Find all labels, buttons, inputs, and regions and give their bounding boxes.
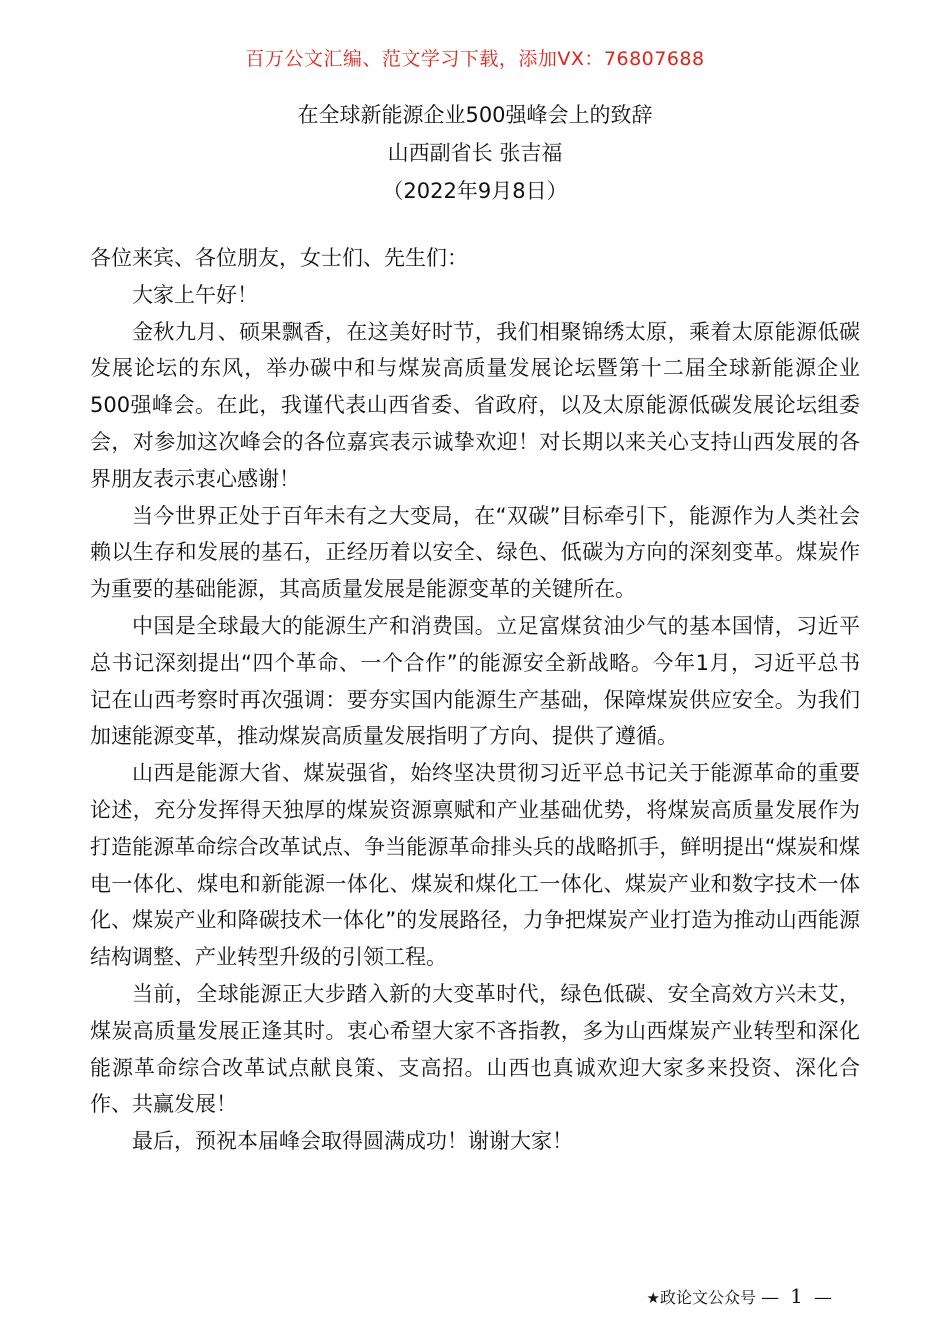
paragraph-china-energy: 中国是全球最大的能源生产和消费国。立足富煤贫油少气的基本国情，习近平总书记深刻提出“四个革命、一个合作”的能源安全新战略。今年1月，习近平总书记在山西考察时再次强调：要夯实国内能源生产基础，保障煤炭供应安全。为我们加速能源变革，推动煤炭高质量发展指明了方向、提供了遵循。 <box>90 613 860 749</box>
footer-dash-left: — <box>761 1287 780 1308</box>
salutation: 各位来宾、各位朋友，女士们、先生们： <box>90 246 468 270</box>
speaker-line: 山西副省长 张吉福 <box>387 141 563 165</box>
speech-date: （2022年9月8日） <box>382 179 568 203</box>
title-block <box>0 96 950 210</box>
footer-dash-right: — <box>814 1287 832 1308</box>
speech-body <box>90 240 860 1160</box>
star-icon: ★ <box>646 1289 660 1307</box>
document-title: 在全球新能源企业500强峰会上的致辞 <box>297 103 653 127</box>
page-footer <box>647 1284 832 1310</box>
paragraph-closing: 最后，预祝本届峰会取得圆满成功！谢谢大家！ <box>132 1129 573 1154</box>
paragraph-shanxi: 山西是能源大省、煤炭强省，始终坚决贯彻习近平总书记关于能源革命的重要论述，充分发挥得天独厚的煤炭资源禀赋和产业基础优势，将煤炭高质量发展作为打造能源革命综合改革试点、争当能源革命排头兵的战略抓手，鲜明提出“煤炭和煤电一体化、煤电和新能源一体化、煤炭和煤化工一体化、煤炭产业和数字技术一体化、煤炭产业和降碳技术一体化”的发展路径，力争把煤炭产业打造为推动山西能源结构调整、产业转型升级的引领工程。 <box>90 761 860 970</box>
paragraph-welcome: 金秋九月、硕果飘香，在这美好时节，我们相聚锦绣太原，乘着太原能源低碳发展论坛的东风，举办碳中和与煤炭高质量发展论坛暨第十二届全球新能源企业500强峰会。在此，我谨代表山西省委、省政府，以及太原能源低碳发展论坛组委会，对参加这次峰会的各位嘉宾表示诚挚欢迎！对长期以来关心支持山西发展的各界朋友表示衷心感谢！ <box>90 319 860 491</box>
header-banner: 百万公文汇编、范文学习下载，添加VX：76807688 <box>245 48 705 70</box>
paragraph-outlook: 当前，全球能源正大步踏入新的大变革时代，绿色低碳、安全高效方兴未艾，煤炭高质量发展正逢其时。衷心希望大家不吝指教，多为山西煤炭产业转型和深化能源革命综合改革试点献良策、支高招。山西也真诚欢迎大家多来投资、深化合作、共赢发展！ <box>90 981 860 1117</box>
paragraph-world-context: 当今世界正处于百年未有之大变局，在“双碳”目标牵引下，能源作为人类社会赖以生存和发展的基石，正经历着以安全、绿色、低碳为方向的深刻变革。煤炭作为重要的基础能源，其高质量发展是能源变革的关键所在。 <box>90 503 860 602</box>
page-number: 1 <box>790 1284 803 1308</box>
footer-source: 政论文公众号 <box>659 1288 756 1307</box>
paragraph-greeting: 大家上午好！ <box>132 282 258 307</box>
